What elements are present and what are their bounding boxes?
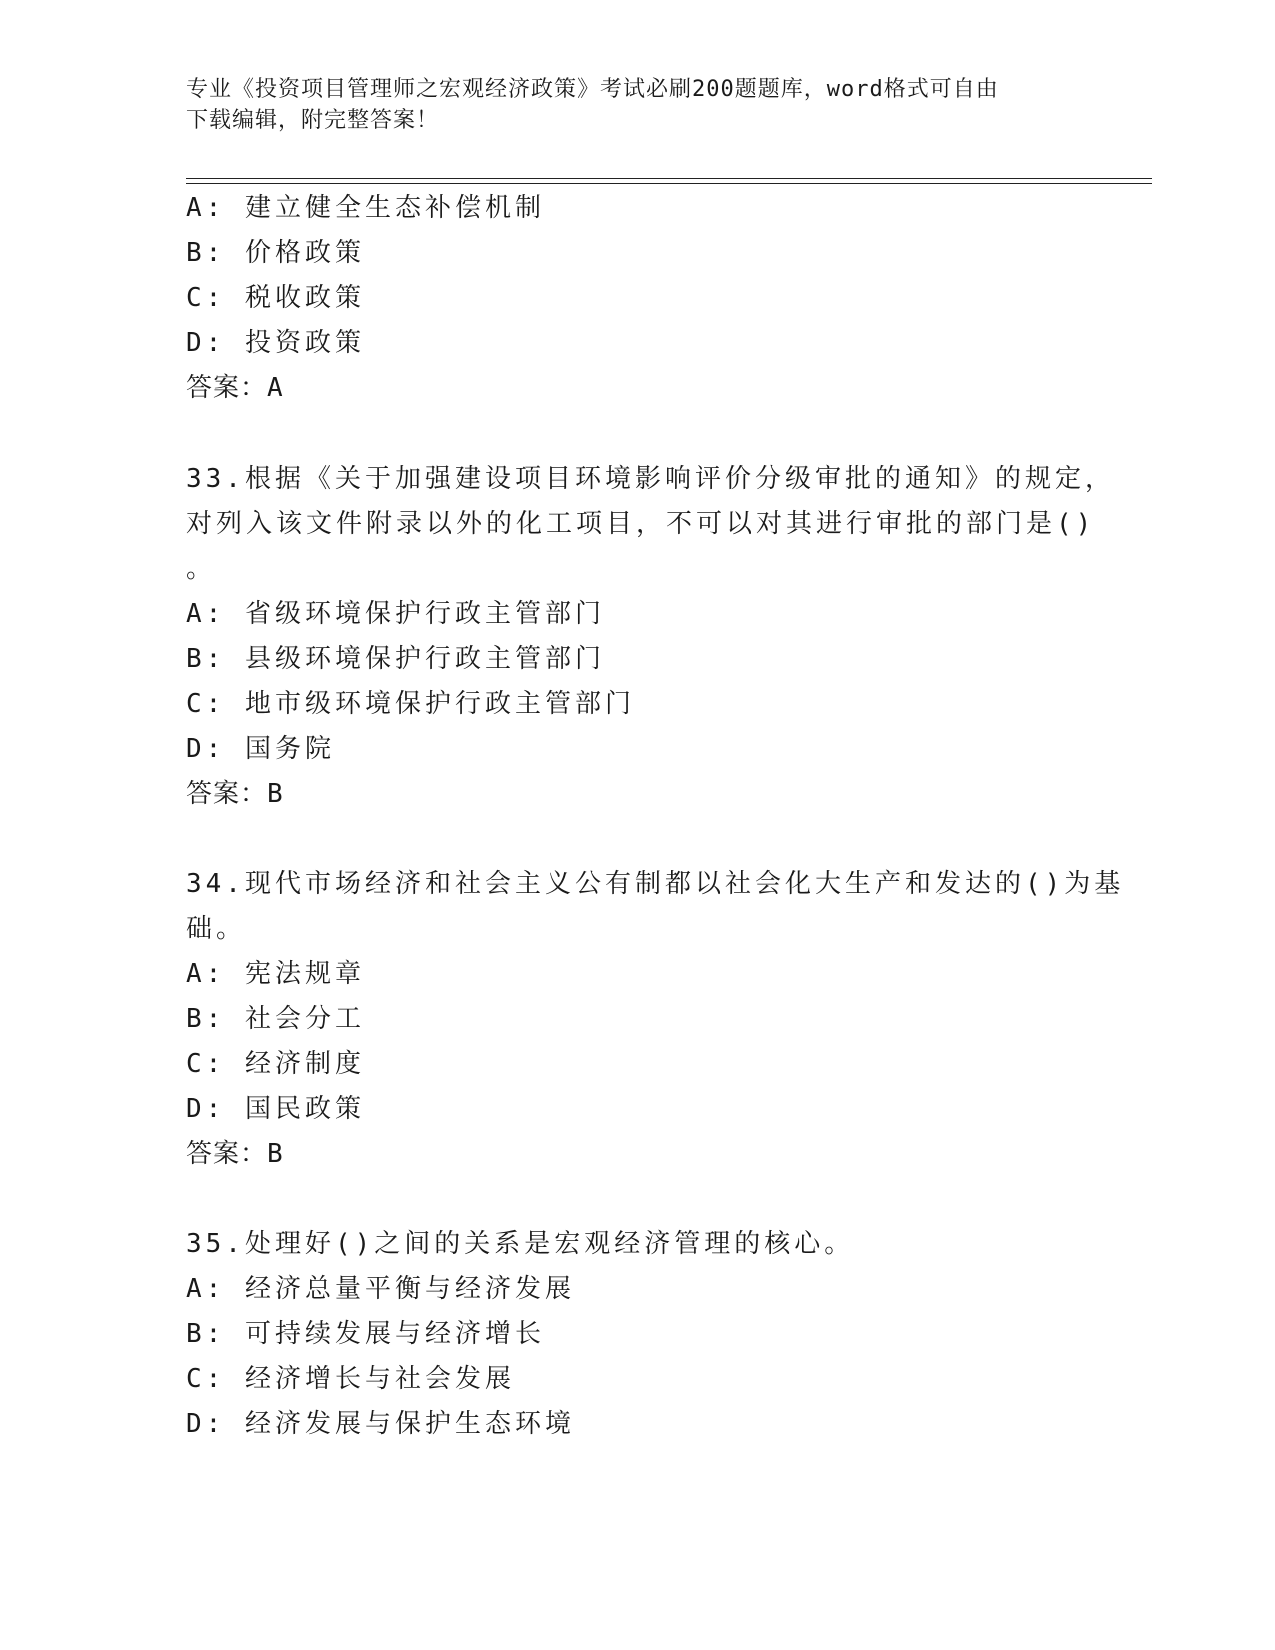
q32-option-d: D: 投资政策 (186, 328, 365, 358)
q33-stem-line-2: 对列入该文件附录以外的化工项目，不可以对其进行审批的部门是() (186, 509, 1096, 539)
header-line-2: 下载编辑，附完整答案！ (186, 108, 440, 133)
header-line-1: 专业《投资项目管理师之宏观经济政策》考试必刷200题题库，word格式可自由 (186, 77, 999, 102)
q32-option-b: B: 价格政策 (186, 238, 365, 268)
header-divider-top (186, 178, 1152, 179)
q33-option-c: C: 地市级环境保护行政主管部门 (186, 689, 635, 719)
q35-option-a: A: 经济总量平衡与经济发展 (186, 1274, 575, 1304)
q33-stem-line-1: 33.根据《关于加强建设项目环境影响评价分级审批的通知》的规定， (186, 464, 1115, 494)
q35-stem-line-1: 35.处理好()之间的关系是宏观经济管理的核心。 (186, 1229, 855, 1259)
q33-option-d: D: 国务院 (186, 734, 335, 764)
header-divider-bottom (186, 183, 1152, 184)
q34-option-a: A: 宪法规章 (186, 959, 365, 989)
q33-answer: 答案：B (186, 779, 284, 809)
q34-option-b: B: 社会分工 (186, 1004, 365, 1034)
q35-option-c: C: 经济增长与社会发展 (186, 1364, 515, 1394)
q35-option-b: B: 可持续发展与经济增长 (186, 1319, 545, 1349)
q33-option-b: B: 县级环境保护行政主管部门 (186, 644, 605, 674)
q34-option-c: C: 经济制度 (186, 1049, 365, 1079)
q32-option-c: C: 税收政策 (186, 283, 365, 313)
q34-stem-line-1: 34.现代市场经济和社会主义公有制都以社会化大生产和发达的()为基 (186, 869, 1125, 899)
q34-option-d: D: 国民政策 (186, 1094, 365, 1124)
q35-option-d: D: 经济发展与保护生态环境 (186, 1409, 575, 1439)
q34-stem-line-2: 础。 (186, 914, 247, 944)
q34-answer: 答案：B (186, 1139, 284, 1169)
q32-answer: 答案：A (186, 373, 284, 403)
q33-option-a: A: 省级环境保护行政主管部门 (186, 599, 605, 629)
document-header (186, 74, 1086, 136)
q32-option-a: A: 建立健全生态补偿机制 (186, 193, 545, 223)
q33-stem-line-3: 。 (186, 554, 217, 584)
